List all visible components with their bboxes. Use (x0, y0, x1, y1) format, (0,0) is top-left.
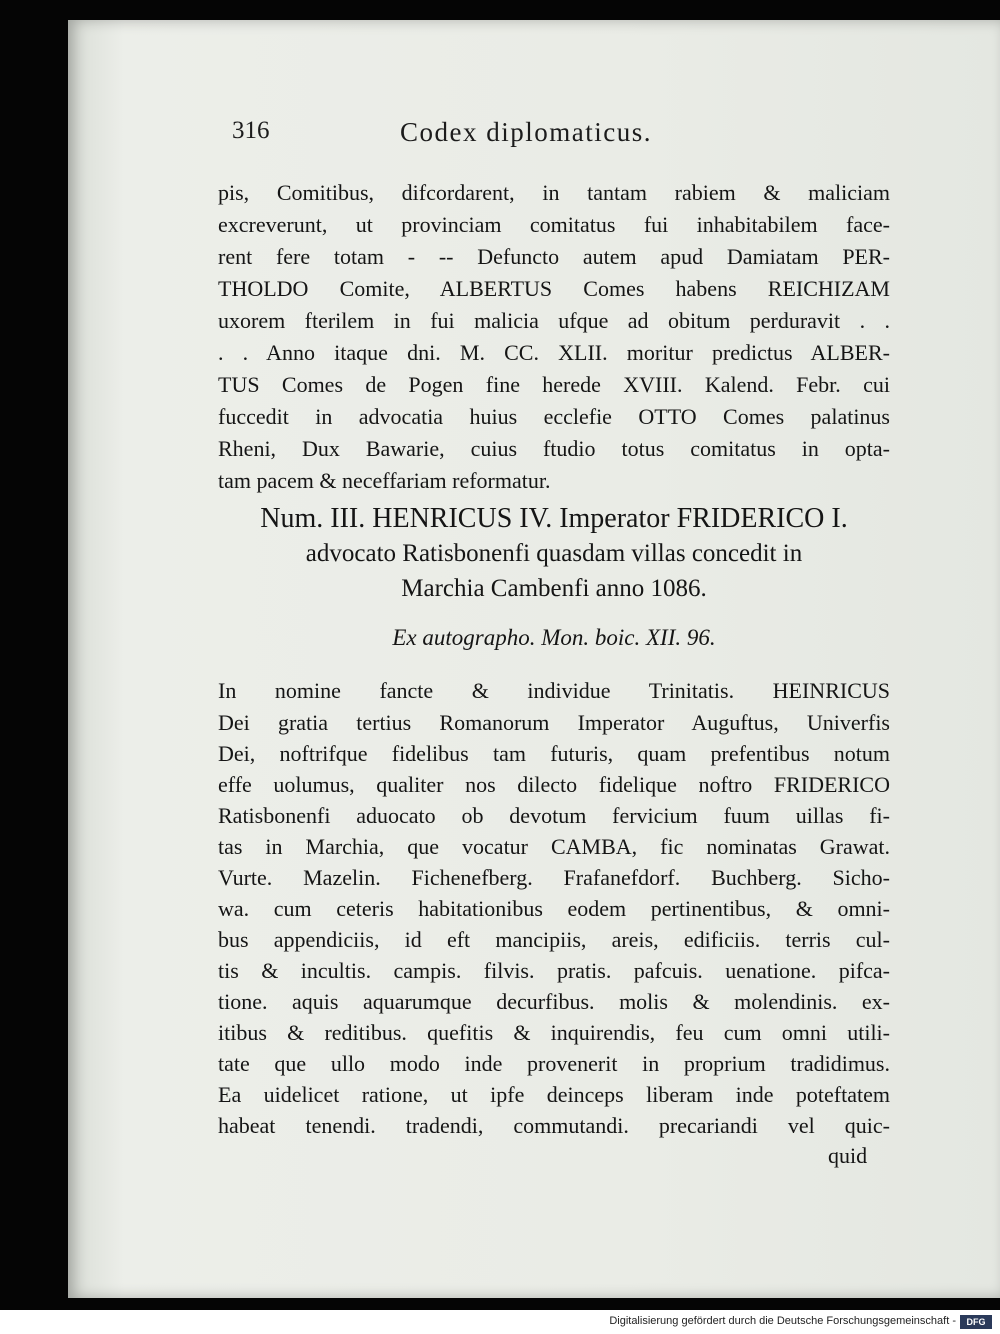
text-line: . . Anno itaque dni. M. CC. XLII. moritur predictus ALBER- (218, 340, 890, 365)
text-line: Dei gratia tertius Romanorum Imperator Auguftus, Univerfis (218, 710, 890, 735)
text-line: uxorem fterilem in fui malicia ufque ad obitum perduravit . . (218, 308, 890, 333)
text-line: THOLDO Comite, ALBERTUS Comes habens REICHIZAM (218, 276, 890, 301)
digitization-footer (0, 1310, 1000, 1334)
funding-credit: Digitalisierung gefördert durch die Deutsche Forschungsgemeinschaft - (609, 1315, 956, 1327)
text-line: bus appendiciis, id eft mancipiis, areis, edificiis. terris cul- (218, 927, 890, 952)
text-line: itibus & reditibus. quefitis & inquirendis, feu cum omni utili- (218, 1020, 890, 1045)
running-head (232, 117, 702, 157)
catchword: quid (828, 1143, 868, 1168)
text-line: Ea uidelicet ratione, ut ipfe deinceps liberam inde poteftatem (218, 1082, 890, 1107)
text-line: tate que ullo modo inde provenerit in proprium tradidimus. (218, 1051, 890, 1076)
text-line: tis & incultis. campis. filvis. pratis. pafcuis. uenatione. pifca- (218, 958, 890, 983)
page-number: 316 (232, 117, 270, 144)
text-line: Rheni, Dux Bawarie, cuius ftudio totus comitatus in opta- (218, 436, 890, 461)
page-heading: Codex diplomaticus. (400, 117, 652, 147)
text-line: excreverunt, ut provinciam comitatus fui inhabitabilem face- (218, 212, 890, 237)
text-line: rent fere totam - -- Defuncto autem apud Damiatam PER- (218, 244, 890, 269)
heading-line-1: Num. III. HENRICUS IV. Imperator FRIDERICO I. (260, 503, 848, 534)
text-line: Vurte. Mazelin. Fichenefberg. Frafanefdorf. Buchberg. Sicho- (218, 865, 890, 890)
text-line: pis, Comitibus, difcordarent, in tantam rabiem & maliciam (218, 180, 890, 205)
text-line: Ratisbonenfi aduocato ob devotum fervicium fuum uillas fi- (218, 803, 890, 828)
text-line: habeat tenendi. tradendi, commutandi. precariandi vel quic- (218, 1113, 890, 1138)
text-line: tione. aquis aquarumque decurfibus. molis & molendinis. ex- (218, 989, 890, 1014)
source-citation: Ex autographo. Mon. boic. XII. 96. (392, 625, 716, 650)
text-line: Dei, noftrifque fidelibus tam futuris, quam prefentibus notum (218, 741, 890, 766)
text-line: tam pacem & neceffariam reformatur. (218, 468, 551, 493)
text-line: TUS Comes de Pogen fine herede XVIII. Kalend. Febr. cui (218, 372, 890, 397)
text-line: wa. cum ceteris habitationibus eodem pertinentibus, & omni- (218, 896, 890, 921)
text-line: fuccedit in advocatia huius ecclefie OTTO Comes palatinus (218, 404, 890, 429)
heading-line-3: Marchia Cambenfi anno 1086. (401, 575, 707, 602)
text-line: In nomine fancte & individue Trinitatis. HEINRICUS (218, 678, 890, 703)
heading-line-2: advocato Ratisbonenfi quasdam villas concedit in (305, 540, 803, 567)
text-line: tas in Marchia, que vocatur CAMBA, fic nominatas Grawat. (218, 834, 890, 859)
dfg-logo: DFG (960, 1315, 992, 1329)
text-line: effe uolumus, qualiter nos dilecto fidelique noftro FRIDERICO (218, 772, 890, 797)
